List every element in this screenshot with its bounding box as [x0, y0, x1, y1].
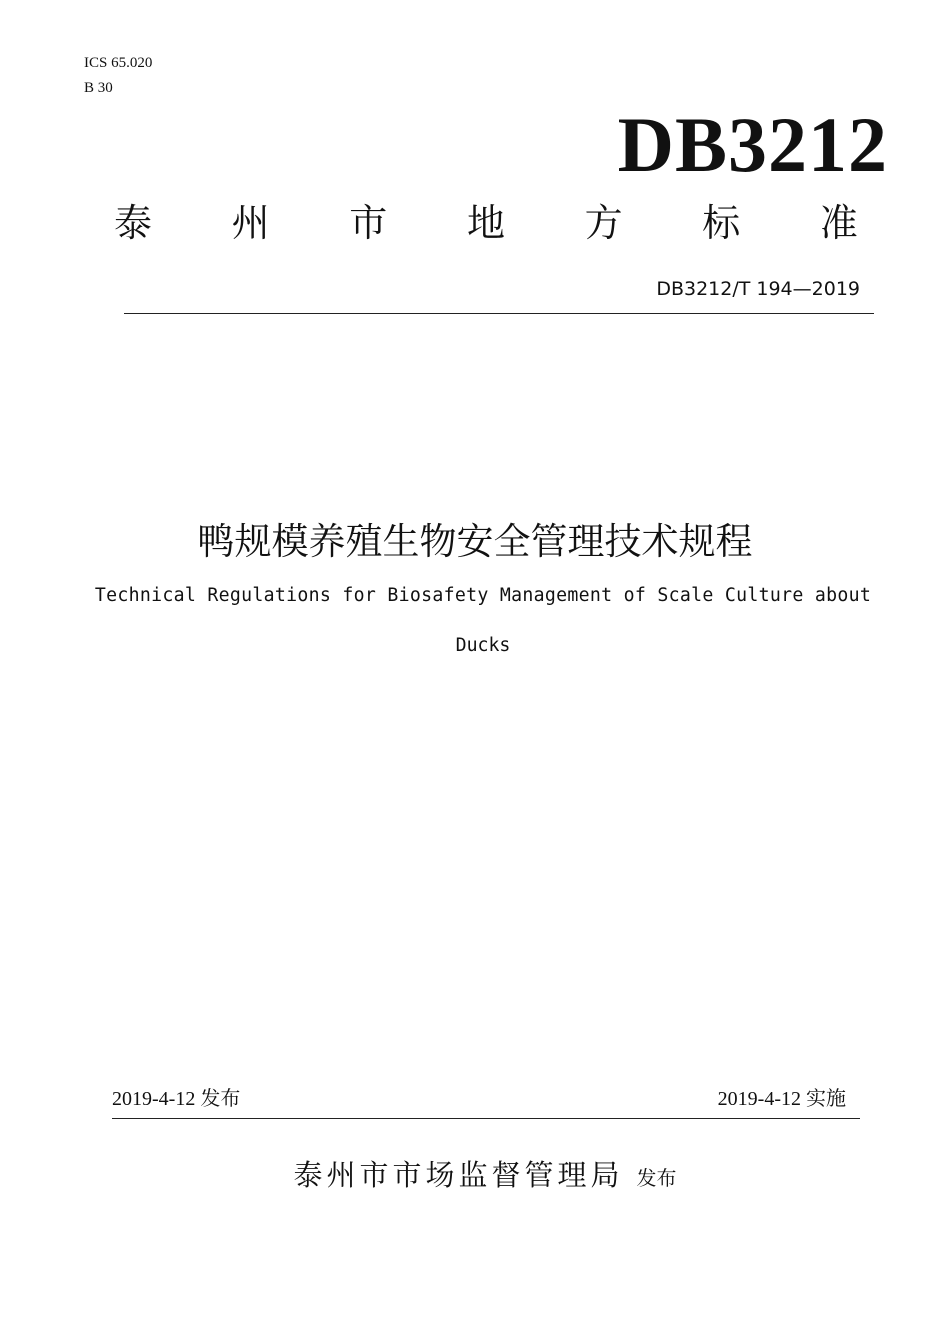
bottom-divider — [112, 1118, 860, 1119]
ccs-code: B 30 — [84, 80, 113, 96]
top-divider — [124, 313, 874, 314]
document-title-en-line1: Technical Regulations for Biosafety Management of Scale Culture about — [94, 585, 872, 606]
document-title-cn: 鸭规模养殖生物安全管理技术规程 — [197, 520, 753, 563]
standard-code: DB3212 — [617, 101, 888, 188]
implementation-date: 2019-4-12 实施 — [717, 1088, 846, 1110]
document-title-en-line2: Ducks — [455, 635, 511, 656]
standard-number: DB3212/T 194—2019 — [656, 278, 860, 300]
issue-date: 2019-4-12 发布 — [112, 1088, 241, 1110]
standard-type-char: 方 — [584, 201, 623, 245]
standard-type-char: 地 — [466, 201, 505, 245]
standard-type-char: 州 — [231, 201, 270, 245]
issuer — [0, 1154, 950, 1201]
issuer-name: 泰州市市场监督管理局 — [293, 1158, 624, 1192]
standard-type-char: 准 — [819, 201, 858, 245]
standard-type-char: 标 — [702, 201, 741, 245]
standard-type — [110, 200, 862, 246]
standard-type-char: 市 — [349, 201, 388, 245]
standard-type-char: 泰 — [113, 201, 152, 245]
issuer-suffix: 发布 — [636, 1166, 677, 1190]
ics-code: ICS 65.020 — [84, 55, 153, 71]
